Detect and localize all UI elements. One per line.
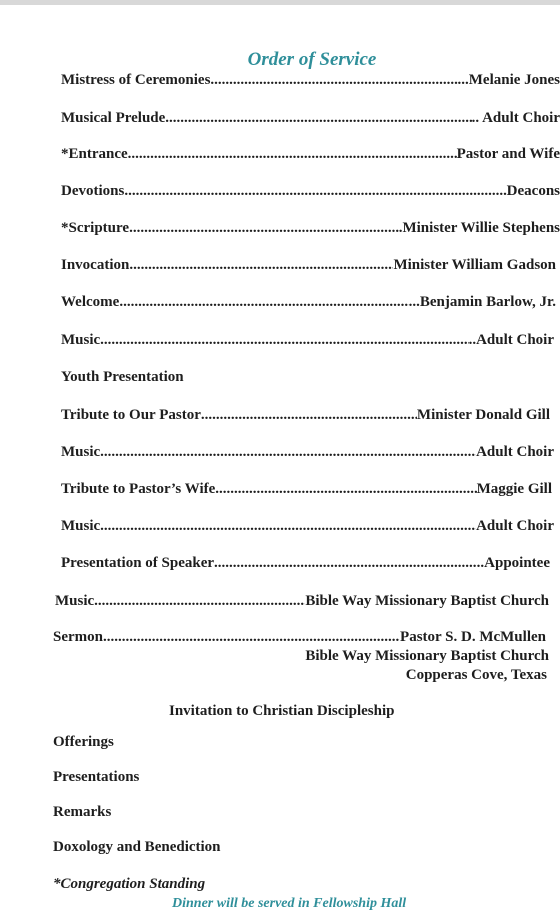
sermon-location-line: Copperas Cove, Texas [300,667,547,684]
standing-note: *Congregation Standing [53,876,205,893]
program-item-label: Devotions [61,183,124,200]
program-item [61,220,560,237]
program-item-value: Minister Donald Gill [417,407,550,424]
leader-dots [100,332,468,349]
program-item-value: Bible Way Missionary Baptist Church [305,593,549,610]
program-item-value: Minister William Gadson [393,257,556,274]
program-item-value: ...Melanie Jones [458,72,560,89]
page-top-edge [0,0,560,5]
program-item-value: ..Adult Choir [469,332,554,349]
program-item [61,257,556,274]
program-item-label: Youth Presentation [61,369,184,386]
program-item-label: Tribute to Our Pastor [61,407,201,424]
leader-dots [129,257,393,274]
program-item-value: Adult Choir [476,444,554,461]
program-item-label: Music [55,593,94,610]
leader-dots [124,183,506,200]
program-item [61,72,560,89]
program-item-value: ..Appointee [477,555,550,572]
leader-dots [100,444,476,461]
program-item [61,555,550,572]
program-item [55,593,549,610]
program-item [61,146,560,163]
program-item-label: Tribute to Pastor’s Wife [61,481,215,498]
program-item [61,110,560,127]
leader-dots [119,294,408,311]
program-item-label: Welcome [61,294,119,311]
program-item-label: Musical Prelude [61,110,165,127]
leader-dots [215,481,476,498]
dinner-footer: Dinner will be served in Fellowship Hall [172,896,406,912]
program-item [61,518,554,535]
program-item-value: Adult Choir [476,518,554,535]
closing-item: Doxology and Benediction [53,839,221,856]
leader-dots [214,555,477,572]
program-item-label: Invocation [61,257,129,274]
program-item-value: Pastor S. D. McMullen [400,629,546,646]
leader-dots [128,146,457,163]
program-item-label: Presentation of Speaker [61,555,214,572]
program-item [61,183,560,200]
program-item-label: Music [61,518,100,535]
program-item-value: Maggie Gill [477,481,552,498]
program-item-label: Music [61,444,100,461]
leader-dots [129,220,399,237]
program-item [61,481,552,498]
order-of-service-title: Order of Service [0,49,560,71]
leader-dots [103,629,400,646]
program-item [53,629,546,646]
program-item [61,407,550,424]
program-item-label: *Entrance [61,146,128,163]
program-item [61,444,554,461]
program-item-label: Mistress of Ceremonies [61,72,210,89]
closing-item: Offerings [53,734,114,751]
leader-dots [94,593,305,610]
closing-item: Remarks [53,804,111,821]
leader-dots [201,407,417,424]
program-item-value: ...Benjamin Barlow, Jr. [409,294,556,311]
leader-dots [100,518,476,535]
program-item-label: Sermon [53,629,103,646]
program-item-label: *Scripture [61,220,129,237]
closing-item: Presentations [53,769,139,786]
sermon-church-line: Bible Way Missionary Baptist Church [240,648,549,665]
program-item [61,332,554,349]
program-item-value: .. Adult Choir [472,110,560,127]
program-item-value: .Minister Willie Stephens [399,220,560,237]
leader-dots [165,110,471,127]
program-item-value: Deacons [507,183,560,200]
program-item-value: Pastor and Wife [457,146,560,163]
leader-dots [210,72,457,89]
program-item [61,294,556,311]
invitation-heading: Invitation to Christian Discipleship [169,703,394,720]
program-item-label: Music [61,332,100,349]
